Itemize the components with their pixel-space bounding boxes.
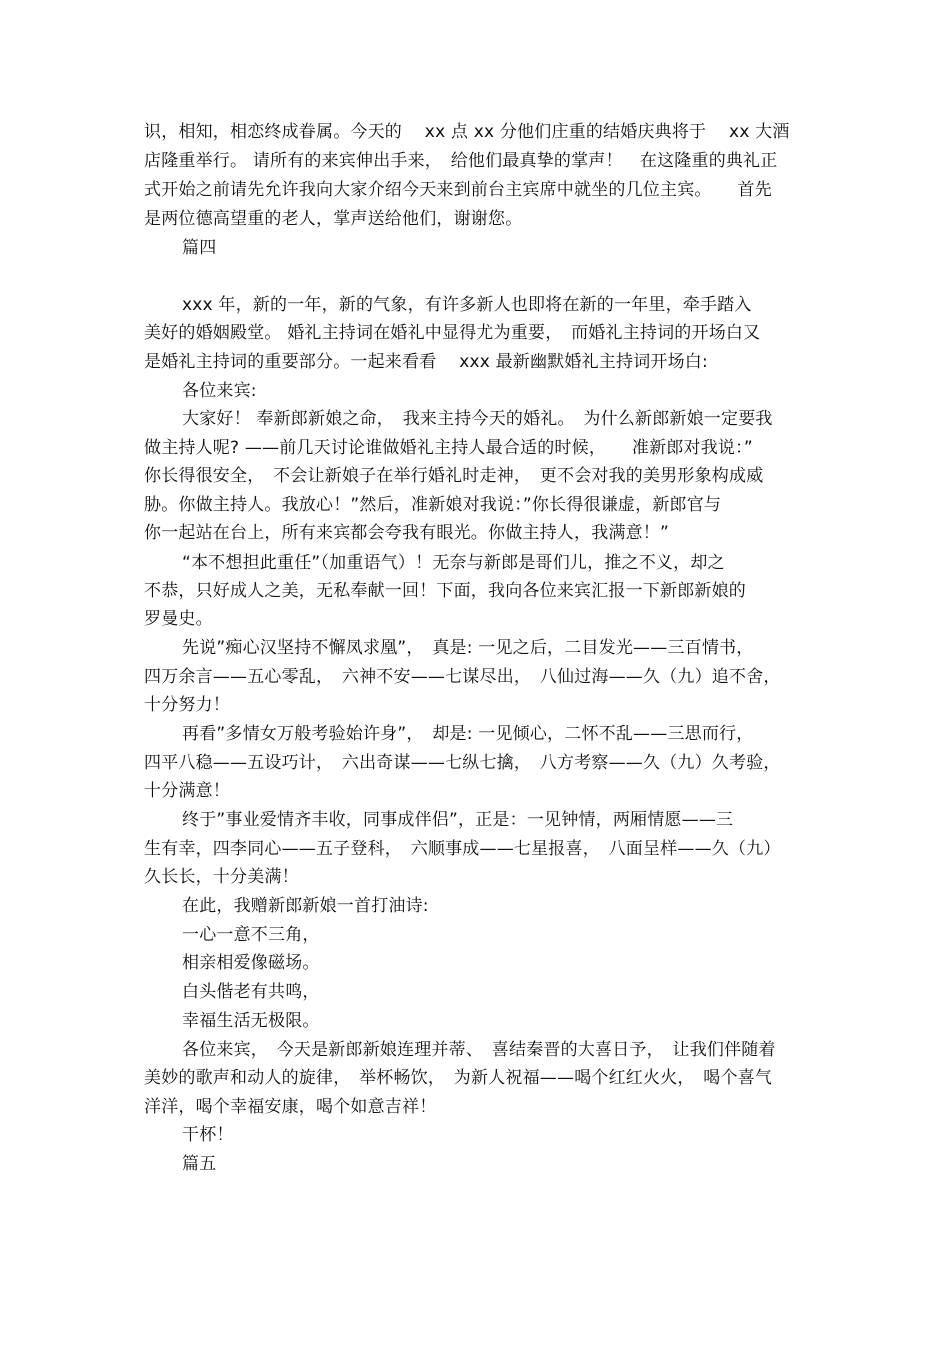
paragraph-line: 做主持人呢? ——前几天讨论谁做婚礼主持人最合适的时候， 准新郎对我说：”	[144, 438, 753, 458]
paragraph-line: 美妙的歌声和动人的旋律， 举杯畅饮， 为新人祝福——喝个红红火火， 喝个喜气	[144, 1068, 773, 1088]
paragraph-line: 先说”痴心汉坚持不懈凤求凰”， 真是: 一见之后，二目发光——三百情书，	[182, 638, 754, 658]
paragraph-line: xxx 年，新的一年，新的气象，有许多新人也即将在新的一年里，牵手踏入	[182, 295, 752, 315]
paragraph-line: 店隆重举行。 请所有的来宾伸出手来， 给他们最真挚的掌声！ 在这隆重的典礼正	[144, 151, 778, 171]
paragraph-line: 生有幸，四李同心——五子登科， 六顺事成——七星报喜， 八面呈样——久（九）	[144, 839, 781, 859]
paragraph-line: 大家好！ 奉新郎新娘之命， 我来主持今天的婚礼。 为什么新郎新娘一定要我	[182, 409, 773, 429]
paragraph-line: 洋洋，喝个幸福安康，喝个如意吉祥！	[144, 1097, 437, 1117]
paragraph-line: 是两位德高望重的老人，掌声送给他们，谢谢您。	[144, 209, 523, 229]
poem-line: 相亲相爱像磁场。	[182, 953, 320, 973]
paragraph-line: 你长得很安全， 不会让新娘子在举行婚礼时走神， 更不会对我的美男形象构成威	[144, 466, 764, 486]
poem-line: 一心一意不三角，	[182, 925, 320, 945]
paragraph-line: 干杯！	[182, 1125, 234, 1145]
paragraph-line: 十分满意！	[144, 781, 230, 801]
paragraph-line: 各位来宾:	[182, 381, 257, 401]
paragraph-line: 是婚礼主持词的重要部分。一起来看看 xxx 最新幽默婚礼主持词开场白:	[144, 352, 708, 372]
paragraph-line: 罗曼史。	[144, 609, 213, 629]
paragraph-line: 四万余言——五心零乱， 六神不安——七谋尽出， 八仙过海——久（九）追不舍，	[144, 667, 781, 687]
paragraph-line: 胁。你做主持人。我放心！”然后，准新娘对我说：”你长得很谦虚，新郎官与	[144, 495, 722, 515]
poem-line: 幸福生活无极限。	[182, 1011, 320, 1031]
paragraph-line: 不恭，只好成人之美，无私奉献一回！下面，我向各位来宾汇报一下新郎新娘的	[144, 581, 746, 601]
paragraph-line: 识，相知，相恋终成眷属。今天的 xx 点 xx 分他们庄重的结婚庆典将于 xx 大酒	[144, 122, 790, 142]
section-heading: 篇五	[182, 1154, 217, 1174]
paragraph-line: 式开始之前请先允许我向大家介绍今天来到前台主宾席中就坐的几位主宾。 首先	[144, 180, 772, 200]
paragraph-line: 久长长，十分美满！	[144, 867, 299, 887]
paragraph-line: “本不想担此重任”（加重语气）！无奈与新郎是哥们儿，推之不义，却之	[182, 553, 725, 573]
paragraph-line: 终于”事业爱情齐丰收，同事成伴侣”，正是：一见钟情，两厢情愿——三	[182, 810, 734, 830]
paragraph-line: 美好的婚姻殿堂。 婚礼主持词在婚礼中显得尤为重要， 而婚礼主持词的开场白又	[144, 323, 761, 343]
paragraph-line: 四平八稳——五设巧计， 六出奇谋——七纵七擒， 八方考察——久（九）久考验，	[144, 753, 781, 773]
paragraph-line: 在此，我赠新郎新娘一首打油诗:	[182, 896, 429, 916]
paragraph-line: 十分努力！	[144, 695, 230, 715]
section-heading: 篇四	[182, 238, 217, 258]
paragraph-line: 各位来宾， 今天是新郎新娘连理并蒂、 喜结秦晋的大喜日予， 让我们伴随着	[182, 1040, 776, 1060]
poem-line: 白头偕老有共鸣，	[182, 982, 320, 1002]
paragraph-line: 你一起站在台上，所有来宾都会夸我有眼光。你做主持人，我满意！”	[144, 523, 670, 543]
paragraph-line: 再看”多情女万般考验始许身”， 却是: 一见倾心，二怀不乱——三思而行，	[182, 724, 754, 744]
